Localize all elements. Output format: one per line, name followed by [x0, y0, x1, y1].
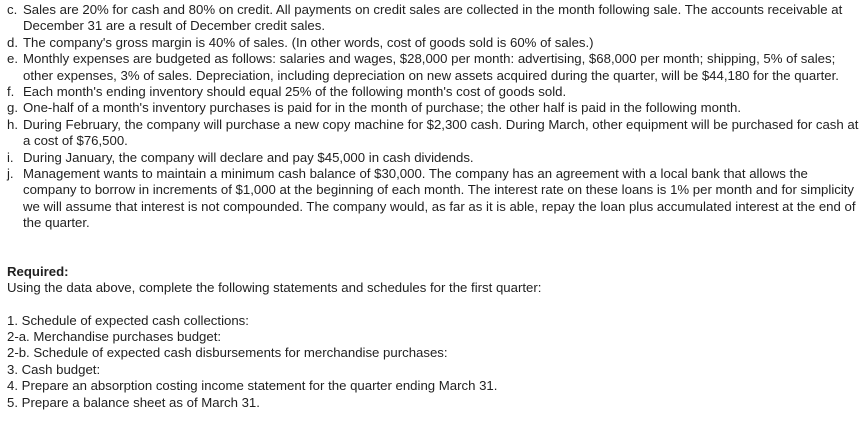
item-text: Management wants to maintain a minimum cash balance of $30,000. The company has an agreement with a local bank that allows the company to borrow in increments of $1,000 at the beginning of each month. The interest rate on these loans is 1% per month and for simplicity we will assume that interest is not compounded. The company would, as far as it is able, repay the loan plus accumulated interest at the end of the quarter. — [23, 166, 856, 231]
list-item-f — [7, 84, 859, 100]
item-text: One-half of a month's inventory purchases is paid for in the month of purchase; the other half is paid in the following month. — [23, 100, 741, 116]
item-text: During January, the company will declare and pay $45,000 in cash dividends. — [23, 149, 474, 165]
item-letter: j. — [7, 166, 14, 182]
list-item-c — [7, 2, 859, 35]
list-item-d — [7, 35, 859, 51]
item-text: Each month's ending inventory should equal 25% of the following month's cost of goods sold. — [23, 84, 567, 100]
list-item-j — [7, 166, 859, 232]
item-text: Sales are 20% for cash and 80% on credit. All payments on credit sales are collected in the month following sale. The accounts receivable at December 31 are a result of December credit sales. — [23, 2, 843, 34]
section-spacer — [7, 232, 859, 264]
required-steps-list — [7, 313, 859, 411]
required-step: 2-a. Merchandise purchases budget: — [7, 328, 222, 344]
required-heading: Required: — [7, 263, 69, 279]
item-letter: f. — [7, 84, 15, 100]
problem-document — [7, 2, 859, 411]
item-text: The company's gross margin is 40% of sales. (In other words, cost of goods sold is 60% of sales.) — [23, 34, 594, 50]
item-letter: i. — [7, 149, 14, 165]
item-text: During February, the company will purchase a new copy machine for $2,300 cash. During March, other equipment will be purchased for cash at a cost of $76,500. — [23, 116, 859, 149]
item-letter: c. — [7, 2, 18, 17]
item-letter: d. — [7, 34, 18, 50]
required-step: 2-b. Schedule of expected cash disbursements for merchandise purchases: — [7, 345, 448, 361]
list-item-h — [7, 117, 859, 150]
item-letter: e. — [7, 51, 18, 67]
required-step: 4. Prepare an absorption costing income statement for the quarter ending March 31. — [7, 378, 498, 394]
item-letter: g. — [7, 100, 18, 116]
list-item-e — [7, 51, 859, 84]
required-intro: Using the data above, complete the following statements and schedules for the first quarter: — [7, 280, 542, 296]
item-letter: h. — [7, 116, 18, 132]
required-step: 1. Schedule of expected cash collections: — [7, 312, 249, 328]
required-step: 5. Prepare a balance sheet as of March 31. — [7, 394, 260, 410]
section-spacer — [7, 297, 859, 313]
required-step: 3. Cash budget: — [7, 361, 101, 377]
item-text: Monthly expenses are budgeted as follows: salaries and wages, $28,000 per month: advertising, $68,000 per month; shipping, 5% of sales; other expenses, 3% of sales. Depreciation, including depreciation on new assets acquired during the quarter, will be $44,180 for the quarter. — [23, 51, 839, 83]
list-item-i — [7, 150, 859, 166]
list-item-g — [7, 100, 859, 116]
